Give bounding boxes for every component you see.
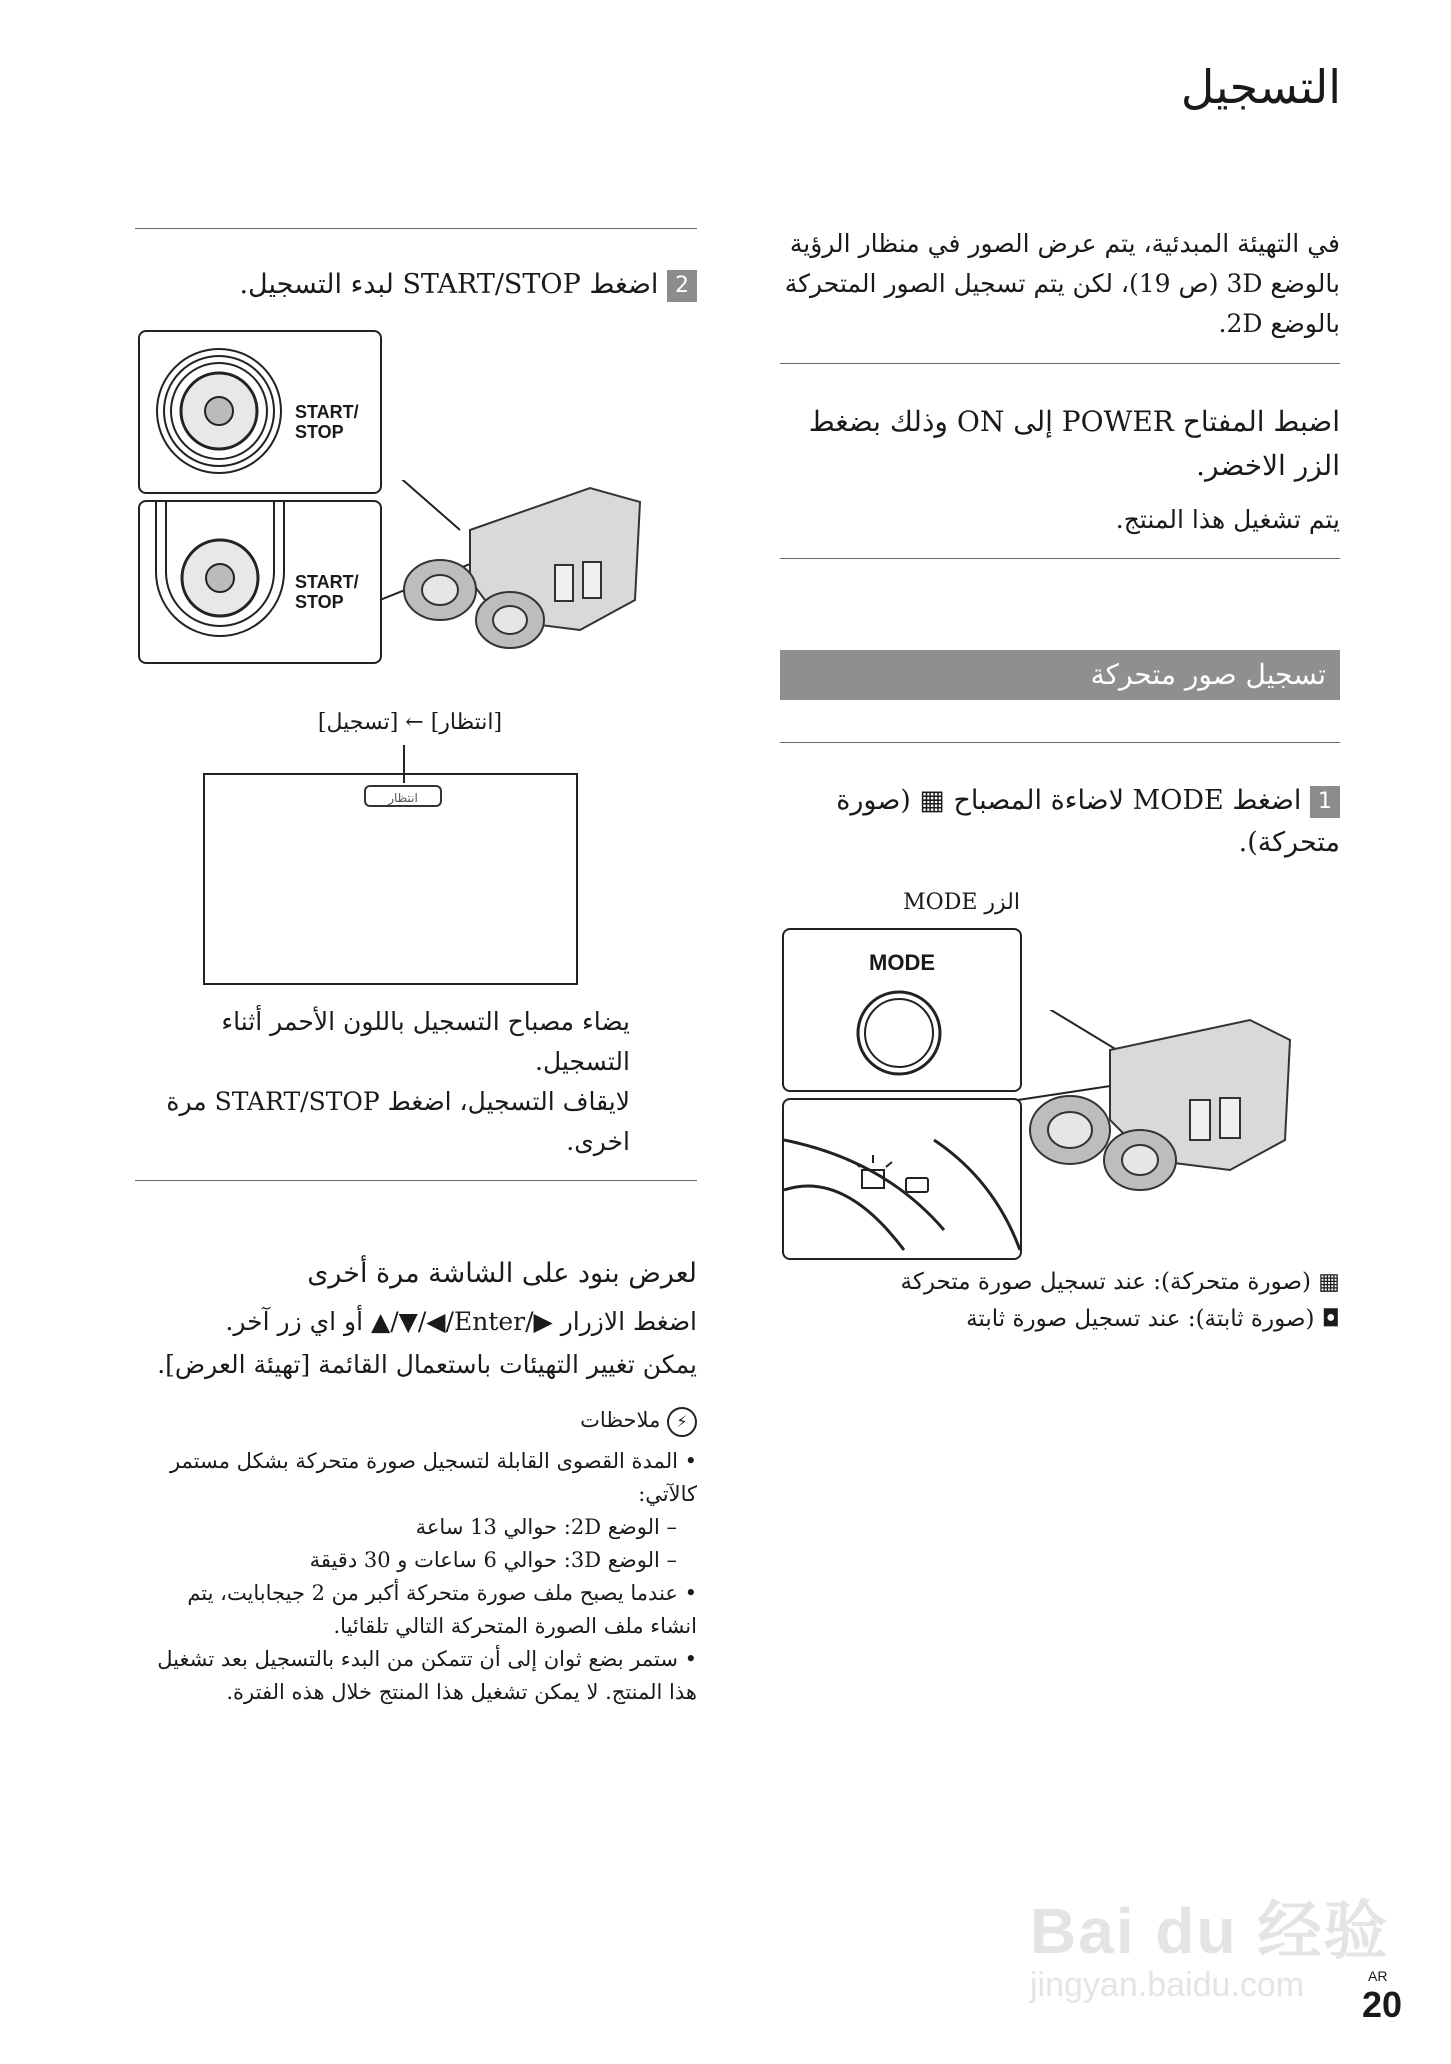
film-icon: ▦ <box>1318 1269 1340 1295</box>
note-item: • عندما يصبح ملف صورة متحركة أكبر من 2 جيجابايت، يتم انشاء ملف الصورة المتحركة التالي تلقائيا. <box>187 1581 697 1638</box>
mode-button-closeup <box>782 928 1022 1092</box>
power-result: يتم تشغيل هذا المنتج. <box>1115 505 1340 534</box>
step-1-number: 1 <box>1310 786 1340 818</box>
mode-key-label: MODE <box>869 950 935 975</box>
baidu-watermark: Bai du 经验 <box>1030 1895 1390 1967</box>
start-stop-button-icon <box>154 346 284 476</box>
legend-movie: ▦ (صورة متحركة): عند تسجيل صورة متحركة <box>900 1269 1340 1295</box>
divider <box>780 558 1340 559</box>
camcorder-illustration-left <box>380 480 660 660</box>
mode-button-label: الزر MODE <box>903 890 1020 915</box>
start-stop-closeup-top <box>138 330 382 494</box>
language-label: AR <box>1368 1968 1388 1984</box>
note-item: – الوضع 2D: حوالي 13 ساعة <box>415 1515 677 1539</box>
start-stop-label: START/ STOP <box>295 402 359 442</box>
divider <box>135 228 697 229</box>
notes-icon: ⚡ <box>667 1407 697 1437</box>
baidu-watermark-url: jingyan.baidu.com <box>1030 1966 1305 2004</box>
step-2-text: اضغط START/STOP لبدء التسجيل. <box>239 269 659 300</box>
camcorder-illustration <box>1000 1010 1300 1200</box>
note-item: – الوضع 3D: حوالي 6 ساعات و 30 دقيقة <box>309 1548 677 1572</box>
start-stop-closeup-bottom <box>138 500 382 664</box>
notes-list <box>135 1445 697 1709</box>
mode-lamp-closeup <box>782 1098 1022 1260</box>
standby-badge: انتظار <box>364 785 442 807</box>
notes-title: ⚡ ملاحظات <box>135 1407 697 1437</box>
camera-icon: ◘ <box>1321 1306 1340 1332</box>
intro-paragraph: في التهيئة المبدئية، يتم عرض الصور في منظار الرؤية بالوضع 3D (ص 19)، لكن يتم تسجيل الصور المتحركة بالوضع 2D. <box>784 229 1340 338</box>
start-stop-label-bottom: START/ STOP <box>295 572 359 612</box>
divider <box>780 363 1340 364</box>
lamp-indicator-icon <box>784 1100 1020 1258</box>
divider <box>135 1180 697 1181</box>
step-2-number: 2 <box>667 270 697 302</box>
divider <box>780 742 1340 743</box>
section-header: تسجيل صور متحركة <box>780 650 1340 700</box>
lcd-screen <box>203 773 578 985</box>
mode-button-icon <box>854 988 944 1078</box>
legend-photo: ◘ (صورة ثابتة): عند تسجيل صورة ثابتة <box>966 1306 1340 1332</box>
note-item: • ستمر بضع ثوان إلى أن تتمكن من البدء بالتسجيل بعد تشغيل هذا المنتج. لا يمكن تشغيل هذا المنتج خلال هذه الفترة. <box>157 1647 697 1704</box>
start-stop-button-side-icon <box>150 502 290 662</box>
redisplay-line2: يمكن تغيير التهيئات باستعمال القائمة [تهيئة العرض]. <box>157 1350 697 1379</box>
page-number: 20 <box>1362 1984 1403 2025</box>
note-item: • المدة القصوى القابلة لتسجيل صورة متحركة بشكل مستمر كالآتي: <box>169 1449 697 1506</box>
step-1 <box>800 780 1340 864</box>
step-2 <box>135 264 697 306</box>
status-transition: [انتظار] ← [تسجيل] <box>317 710 503 735</box>
page-title: التسجيل <box>1180 60 1341 114</box>
power-instruction: اضبط المفتاح POWER إلى ON وذلك بضغط الزر الاخضر. <box>808 405 1340 482</box>
redisplay-title: لعرض بنود على الشاشة مرة أخرى <box>307 1258 697 1289</box>
step-1-text: اضغط MODE لاضاءة المصباح ▦ (صورة متحركة). <box>836 785 1340 858</box>
redisplay-line1: اضغط الازرار ▶/Enter/◀/▼/▲ أو اي زر آخر. <box>225 1307 697 1336</box>
recording-lamp-text: يضاء مصباح التسجيل باللون الأحمر أثناء التسجيل. <box>221 1007 630 1076</box>
stop-recording-text: لايقاف التسجيل، اضغط START/STOP مرة اخرى. <box>166 1087 630 1156</box>
